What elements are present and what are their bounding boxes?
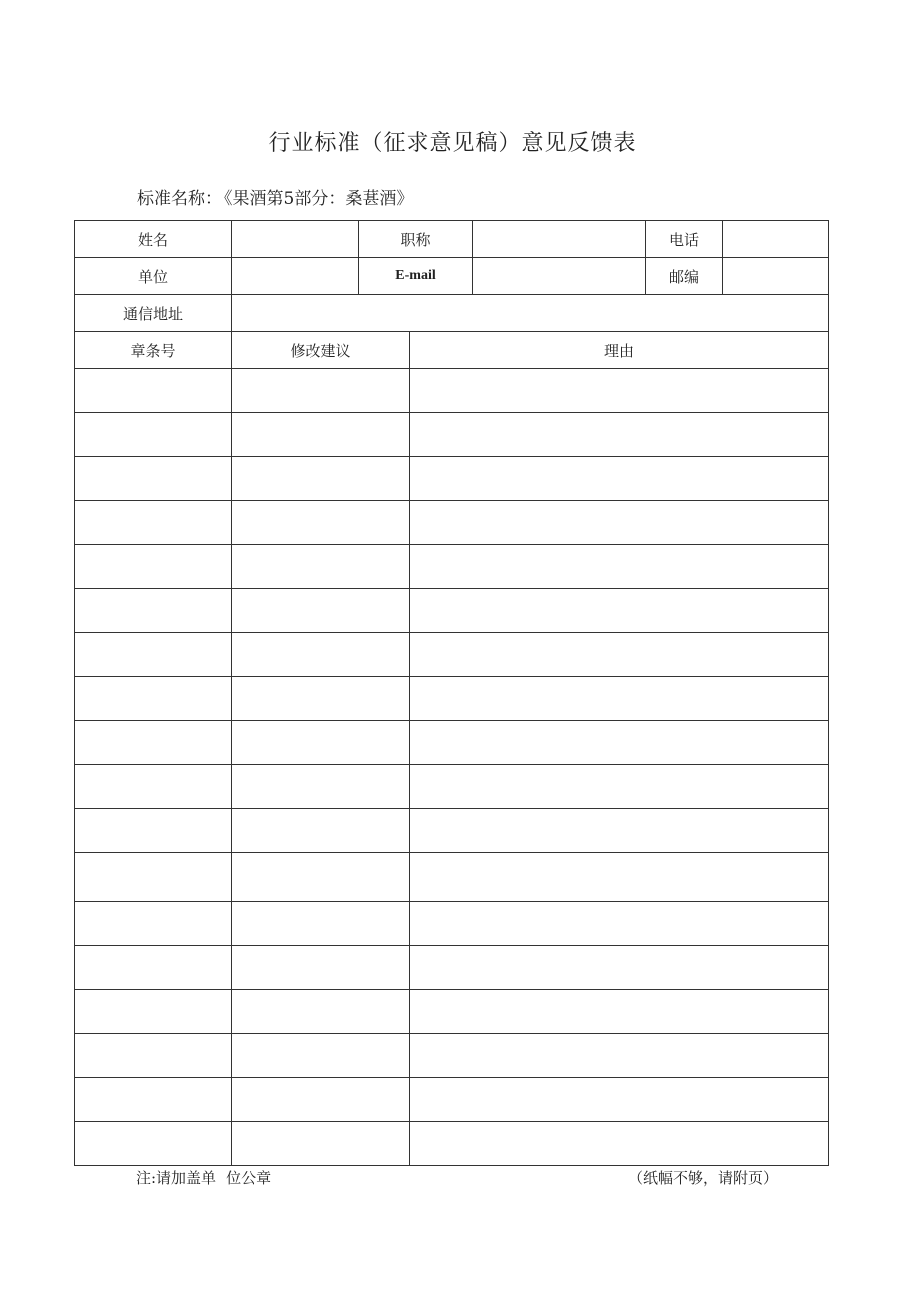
- page-title: 行业标准（征求意见稿）意见反馈表: [268, 131, 637, 156]
- standard-name-value: 《果酒第5部分：桑葚酒》: [224, 189, 414, 209]
- contact-row-1: [75, 221, 829, 258]
- table-row: [75, 677, 829, 721]
- feedback-rows: [75, 369, 829, 1166]
- reason-cell[interactable]: [410, 853, 829, 902]
- table-row: [75, 633, 829, 677]
- postcode-field[interactable]: [723, 258, 829, 295]
- table-row: [75, 457, 829, 501]
- table-row: [75, 545, 829, 589]
- table-row: [75, 1078, 829, 1122]
- suggestion-cell[interactable]: [232, 1122, 410, 1166]
- reason-cell[interactable]: [410, 990, 829, 1034]
- name-field[interactable]: [232, 221, 359, 258]
- reason-cell[interactable]: [410, 677, 829, 721]
- phone-label: 电话: [646, 221, 723, 258]
- reason-cell[interactable]: [410, 1078, 829, 1122]
- address-field[interactable]: [232, 295, 829, 332]
- unit-field[interactable]: [232, 258, 359, 295]
- reason-cell[interactable]: [410, 369, 829, 413]
- address-label: 通信地址: [75, 295, 232, 332]
- clause-cell[interactable]: [75, 501, 232, 545]
- suggestion-cell[interactable]: [232, 501, 410, 545]
- clause-cell[interactable]: [75, 809, 232, 853]
- suggestion-cell[interactable]: [232, 809, 410, 853]
- table-row: [75, 946, 829, 990]
- reason-cell[interactable]: [410, 457, 829, 501]
- standard-name-label: 标准名称：: [137, 189, 222, 209]
- table-row: [75, 1122, 829, 1166]
- suggestion-cell[interactable]: [232, 990, 410, 1034]
- reason-cell[interactable]: [410, 589, 829, 633]
- suggestion-cell[interactable]: [232, 1034, 410, 1078]
- clause-cell[interactable]: [75, 633, 232, 677]
- table-row: [75, 1034, 829, 1078]
- table-row: [75, 765, 829, 809]
- table-row: [75, 809, 829, 853]
- suggestion-cell[interactable]: [232, 765, 410, 809]
- clause-cell[interactable]: [75, 1078, 232, 1122]
- title-field[interactable]: [473, 221, 646, 258]
- reason-cell[interactable]: [410, 545, 829, 589]
- suggestion-cell[interactable]: [232, 1078, 410, 1122]
- title-label: 职称: [359, 221, 473, 258]
- reason-cell[interactable]: [410, 1034, 829, 1078]
- footer-note: [136, 1167, 271, 1188]
- table-row: [75, 990, 829, 1034]
- clause-header: 章条号: [75, 332, 232, 369]
- clause-cell[interactable]: [75, 413, 232, 457]
- phone-field[interactable]: [723, 221, 829, 258]
- contact-row-3: [75, 295, 829, 332]
- unit-label: 单位: [75, 258, 232, 295]
- suggestion-header: 修改建议: [232, 332, 410, 369]
- reason-cell[interactable]: [410, 721, 829, 765]
- feedback-table: [74, 220, 829, 1166]
- footer-note-part1: 注:请加盖单: [136, 1169, 217, 1187]
- clause-cell[interactable]: [75, 369, 232, 413]
- clause-cell[interactable]: [75, 589, 232, 633]
- table-row: [75, 501, 829, 545]
- table-row: [75, 369, 829, 413]
- suggestion-cell[interactable]: [232, 545, 410, 589]
- table-header-row: [75, 332, 829, 369]
- clause-cell[interactable]: [75, 721, 232, 765]
- name-label: 姓名: [75, 221, 232, 258]
- clause-cell[interactable]: [75, 545, 232, 589]
- reason-cell[interactable]: [410, 633, 829, 677]
- suggestion-cell[interactable]: [232, 369, 410, 413]
- clause-cell[interactable]: [75, 1034, 232, 1078]
- standard-name: [137, 184, 413, 209]
- reason-cell[interactable]: [410, 946, 829, 990]
- feedback-form: [74, 220, 828, 1166]
- clause-cell[interactable]: [75, 946, 232, 990]
- reason-cell[interactable]: [410, 809, 829, 853]
- footer-attach-note: （纸幅不够，请附页）: [628, 1169, 779, 1187]
- table-row: [75, 589, 829, 633]
- clause-cell[interactable]: [75, 1122, 232, 1166]
- contact-row-2: [75, 258, 829, 295]
- postcode-label: 邮编: [646, 258, 723, 295]
- suggestion-cell[interactable]: [232, 853, 410, 902]
- clause-cell[interactable]: [75, 902, 232, 946]
- suggestion-cell[interactable]: [232, 677, 410, 721]
- reason-cell[interactable]: [410, 1122, 829, 1166]
- email-label: E-mail: [359, 258, 473, 295]
- suggestion-cell[interactable]: [232, 902, 410, 946]
- table-row: [75, 721, 829, 765]
- footer-note-part2: 位公章: [226, 1169, 272, 1187]
- clause-cell[interactable]: [75, 457, 232, 501]
- suggestion-cell[interactable]: [232, 589, 410, 633]
- table-row: [75, 902, 829, 946]
- suggestion-cell[interactable]: [232, 413, 410, 457]
- reason-cell[interactable]: [410, 765, 829, 809]
- suggestion-cell[interactable]: [232, 946, 410, 990]
- reason-header: 理由: [410, 332, 829, 369]
- reason-cell[interactable]: [410, 413, 829, 457]
- reason-cell[interactable]: [410, 902, 829, 946]
- suggestion-cell[interactable]: [232, 633, 410, 677]
- table-row: [75, 413, 829, 457]
- clause-cell[interactable]: [75, 990, 232, 1034]
- clause-cell[interactable]: [75, 765, 232, 809]
- clause-cell[interactable]: [75, 853, 232, 902]
- suggestion-cell[interactable]: [232, 721, 410, 765]
- suggestion-cell[interactable]: [232, 457, 410, 501]
- table-row: [75, 853, 829, 902]
- clause-cell[interactable]: [75, 677, 232, 721]
- email-field[interactable]: [473, 258, 646, 295]
- reason-cell[interactable]: [410, 501, 829, 545]
